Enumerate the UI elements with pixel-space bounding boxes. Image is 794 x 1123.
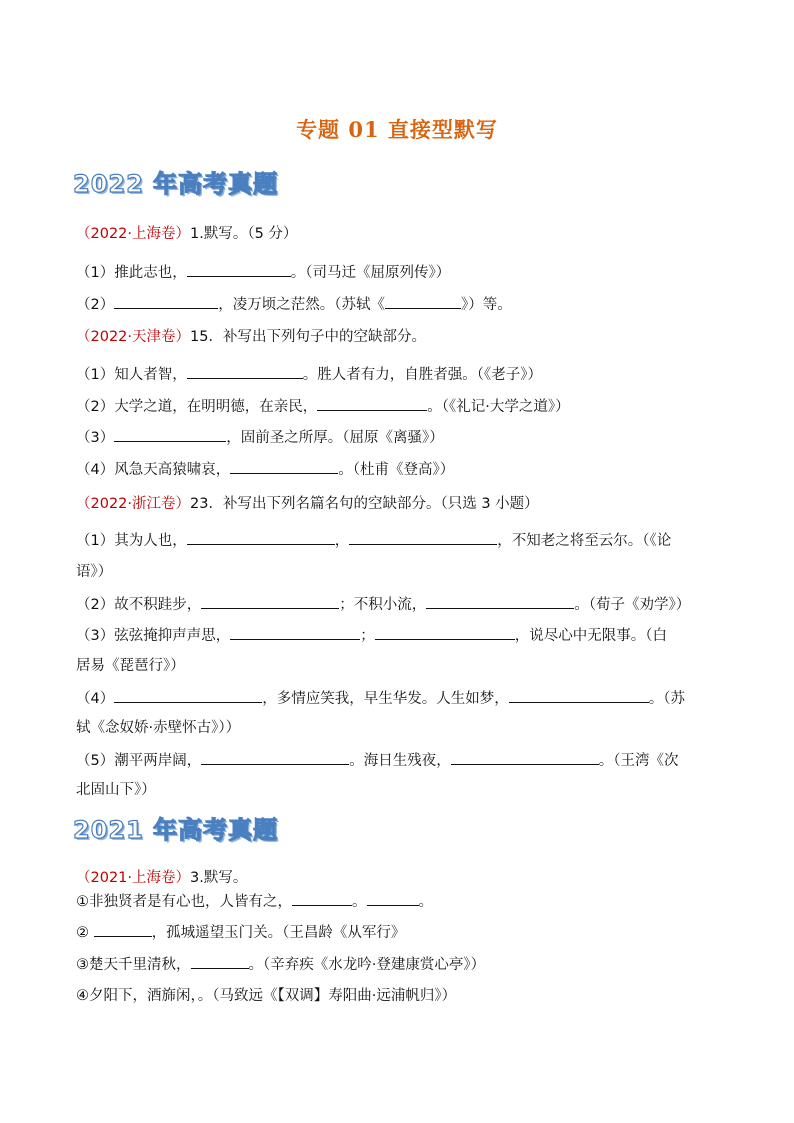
answer-blank[interactable]: [94, 922, 152, 937]
question-source: （2022·天津卷）: [76, 329, 191, 345]
page-title: 专题 01 直接型默写: [296, 117, 498, 142]
answer-blank[interactable]: [367, 891, 419, 906]
question-item-continued: 居易《琵琶行》）: [76, 658, 185, 674]
question-prompt: 23．补写出下列名篇名句的空缺部分。（只选 3 小题）: [190, 496, 539, 512]
answer-blank[interactable]: [426, 594, 574, 609]
answer-blank[interactable]: [230, 459, 338, 474]
question-header: [76, 494, 539, 514]
answer-blank[interactable]: [349, 530, 497, 545]
answer-blank[interactable]: [292, 891, 352, 906]
question-item-continued: 北固山下》）: [76, 782, 156, 798]
question-item: （4） ，多情应笑我，早生华发。人生如梦， 。（苏: [76, 688, 685, 709]
answer-blank[interactable]: [451, 750, 599, 765]
question-header: [76, 224, 297, 244]
answer-blank[interactable]: [191, 954, 249, 969]
answer-blank[interactable]: [201, 750, 349, 765]
question-item: （5）潮平两岸阔， 。海日生残夜， 。（王湾《次: [76, 750, 678, 771]
question-item: （1）推此志也， 。（司马迁《屈原列传》）: [76, 262, 450, 283]
question-item: （1）知人者智， 。胜人者有力，自胜者强。（《老子》）: [76, 364, 542, 385]
answer-blank[interactable]: [114, 688, 262, 703]
section-heading-2021: 2021 年高考真题: [73, 816, 279, 844]
question-item: （4）风急天高猿啸哀， 。（杜甫《登高》）: [76, 459, 454, 480]
answer-blank[interactable]: [201, 594, 339, 609]
question-item: ④夕阳下，酒旆闲，。（马致远《【双调】寿阳曲·远浦帆归》）: [76, 988, 457, 1004]
answer-blank[interactable]: [385, 294, 461, 309]
answer-blank[interactable]: [187, 530, 335, 545]
answer-blank[interactable]: [509, 688, 649, 703]
question-item: （2） ，凌万顷之茫然。（苏轼《 》）等。: [76, 294, 512, 315]
question-prompt: 3.默写。: [190, 870, 248, 886]
section-heading-2022: 2022 年高考真题: [73, 170, 279, 198]
question-item: （2）大学之道，在明明德，在亲民， 。（《礼记·大学之道》）: [76, 396, 570, 417]
question-item: （2）故不积跬步， ；不积小流， 。（荀子《劝学》）: [76, 594, 690, 615]
answer-blank[interactable]: [187, 262, 291, 277]
question-header: [76, 868, 247, 888]
answer-blank[interactable]: [114, 427, 226, 442]
question-item-continued: 轼《念奴娇·赤壁怀古》））: [76, 720, 241, 736]
question-source: （2022·上海卷）: [76, 226, 191, 242]
question-prompt: 15．补写出下列句子中的空缺部分。: [190, 329, 426, 345]
question-prompt: 1.默写。（5 分）: [190, 226, 298, 242]
question-source: （2022·浙江卷）: [76, 496, 191, 512]
answer-blank[interactable]: [375, 625, 515, 640]
question-item: （3） ，固前圣之所厚。（屈原《离骚》）: [76, 427, 444, 448]
answer-blank[interactable]: [317, 396, 427, 411]
question-source: （2021·上海卷）: [76, 870, 191, 886]
answer-blank[interactable]: [230, 625, 360, 640]
answer-blank[interactable]: [187, 364, 303, 379]
question-header: [76, 327, 426, 347]
question-item: （3）弦弦掩抑声声思， ； ，说尽心中无限事。（白: [76, 625, 667, 646]
question-item-continued: 语》）: [76, 564, 113, 580]
question-item: ② ，孤城遥望玉门关。（王昌龄《从军行》: [76, 922, 405, 943]
question-item: ③楚天千里清秋， 。（辛弃疾《水龙吟·登建康赏心亭》）: [76, 954, 485, 975]
question-item: （1）其为人也， ， ，不知老之将至云尔。（《论: [76, 530, 671, 551]
answer-blank[interactable]: [114, 294, 218, 309]
question-item: ①非独贤者是有心也，人皆有之， 。 。: [76, 891, 433, 912]
